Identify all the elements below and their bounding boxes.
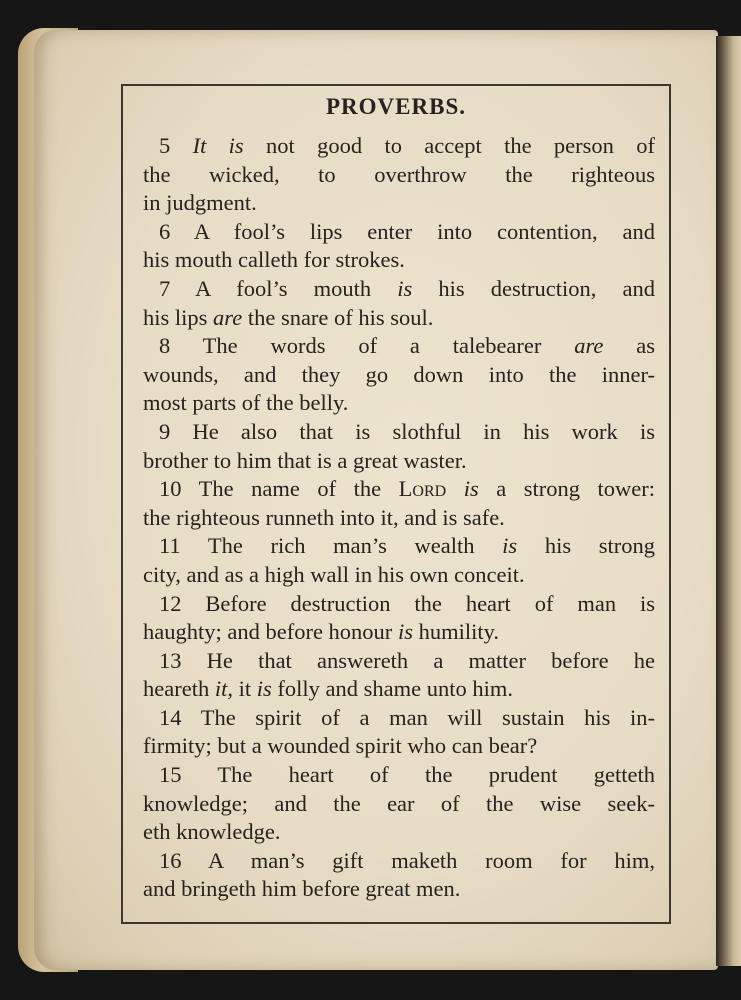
text-line: the righteous runneth into it, and is safe.	[143, 504, 505, 530]
text-line: 6 A fool’s lips enter into contention, and	[159, 218, 655, 244]
page-heading: PROVERBS.	[326, 94, 466, 119]
text-line: city, and as a high wall in his own conceit.	[143, 561, 525, 587]
text-line: the wicked, to overthrow the righteous	[143, 161, 655, 187]
text-line: firmity; but a wounded spirit who can bear?	[143, 733, 538, 759]
text-line: 8 The words of a talebearer are as	[159, 333, 655, 359]
text-line: 16 A man’s gift maketh room for him,	[159, 847, 655, 873]
book-spine	[716, 36, 741, 966]
text-line: 14 The spirit of a man will sustain his in-	[159, 704, 655, 730]
text-line: 7 A fool’s mouth is his destruction, and	[159, 275, 655, 301]
text-line: his mouth calleth for strokes.	[143, 247, 405, 273]
text-line: most parts of the belly.	[143, 390, 349, 416]
text-line: in judgment.	[143, 190, 257, 216]
text-line: his lips are the snare of his soul.	[143, 304, 434, 330]
verse-text	[143, 132, 655, 904]
text-line: 10 The name of the Lord is a strong tower:	[159, 476, 656, 502]
text-line: wounds, and they go down into the inner-	[143, 361, 655, 387]
text-line: and bringeth him before great men.	[143, 876, 461, 902]
text-line: 9 He also that is slothful in his work is	[159, 418, 655, 444]
text-line: eth knowledge.	[143, 819, 281, 845]
text-line: heareth it, it is folly and shame unto him.	[143, 676, 513, 702]
text-line: 15 The heart of the prudent getteth	[159, 762, 655, 788]
text-line: knowledge; and the ear of the wise seek-	[143, 790, 655, 816]
text-line: 13 He that answereth a matter before he	[159, 647, 655, 673]
text-line: 11 The rich man’s wealth is his strong	[159, 533, 655, 559]
text-line: 5 It is not good to accept the person of	[159, 133, 655, 158]
text-line: 12 Before destruction the heart of man is	[159, 590, 655, 616]
text-line: haughty; and before honour is humility.	[143, 619, 499, 645]
text-line: brother to him that is a great waster.	[143, 447, 467, 473]
